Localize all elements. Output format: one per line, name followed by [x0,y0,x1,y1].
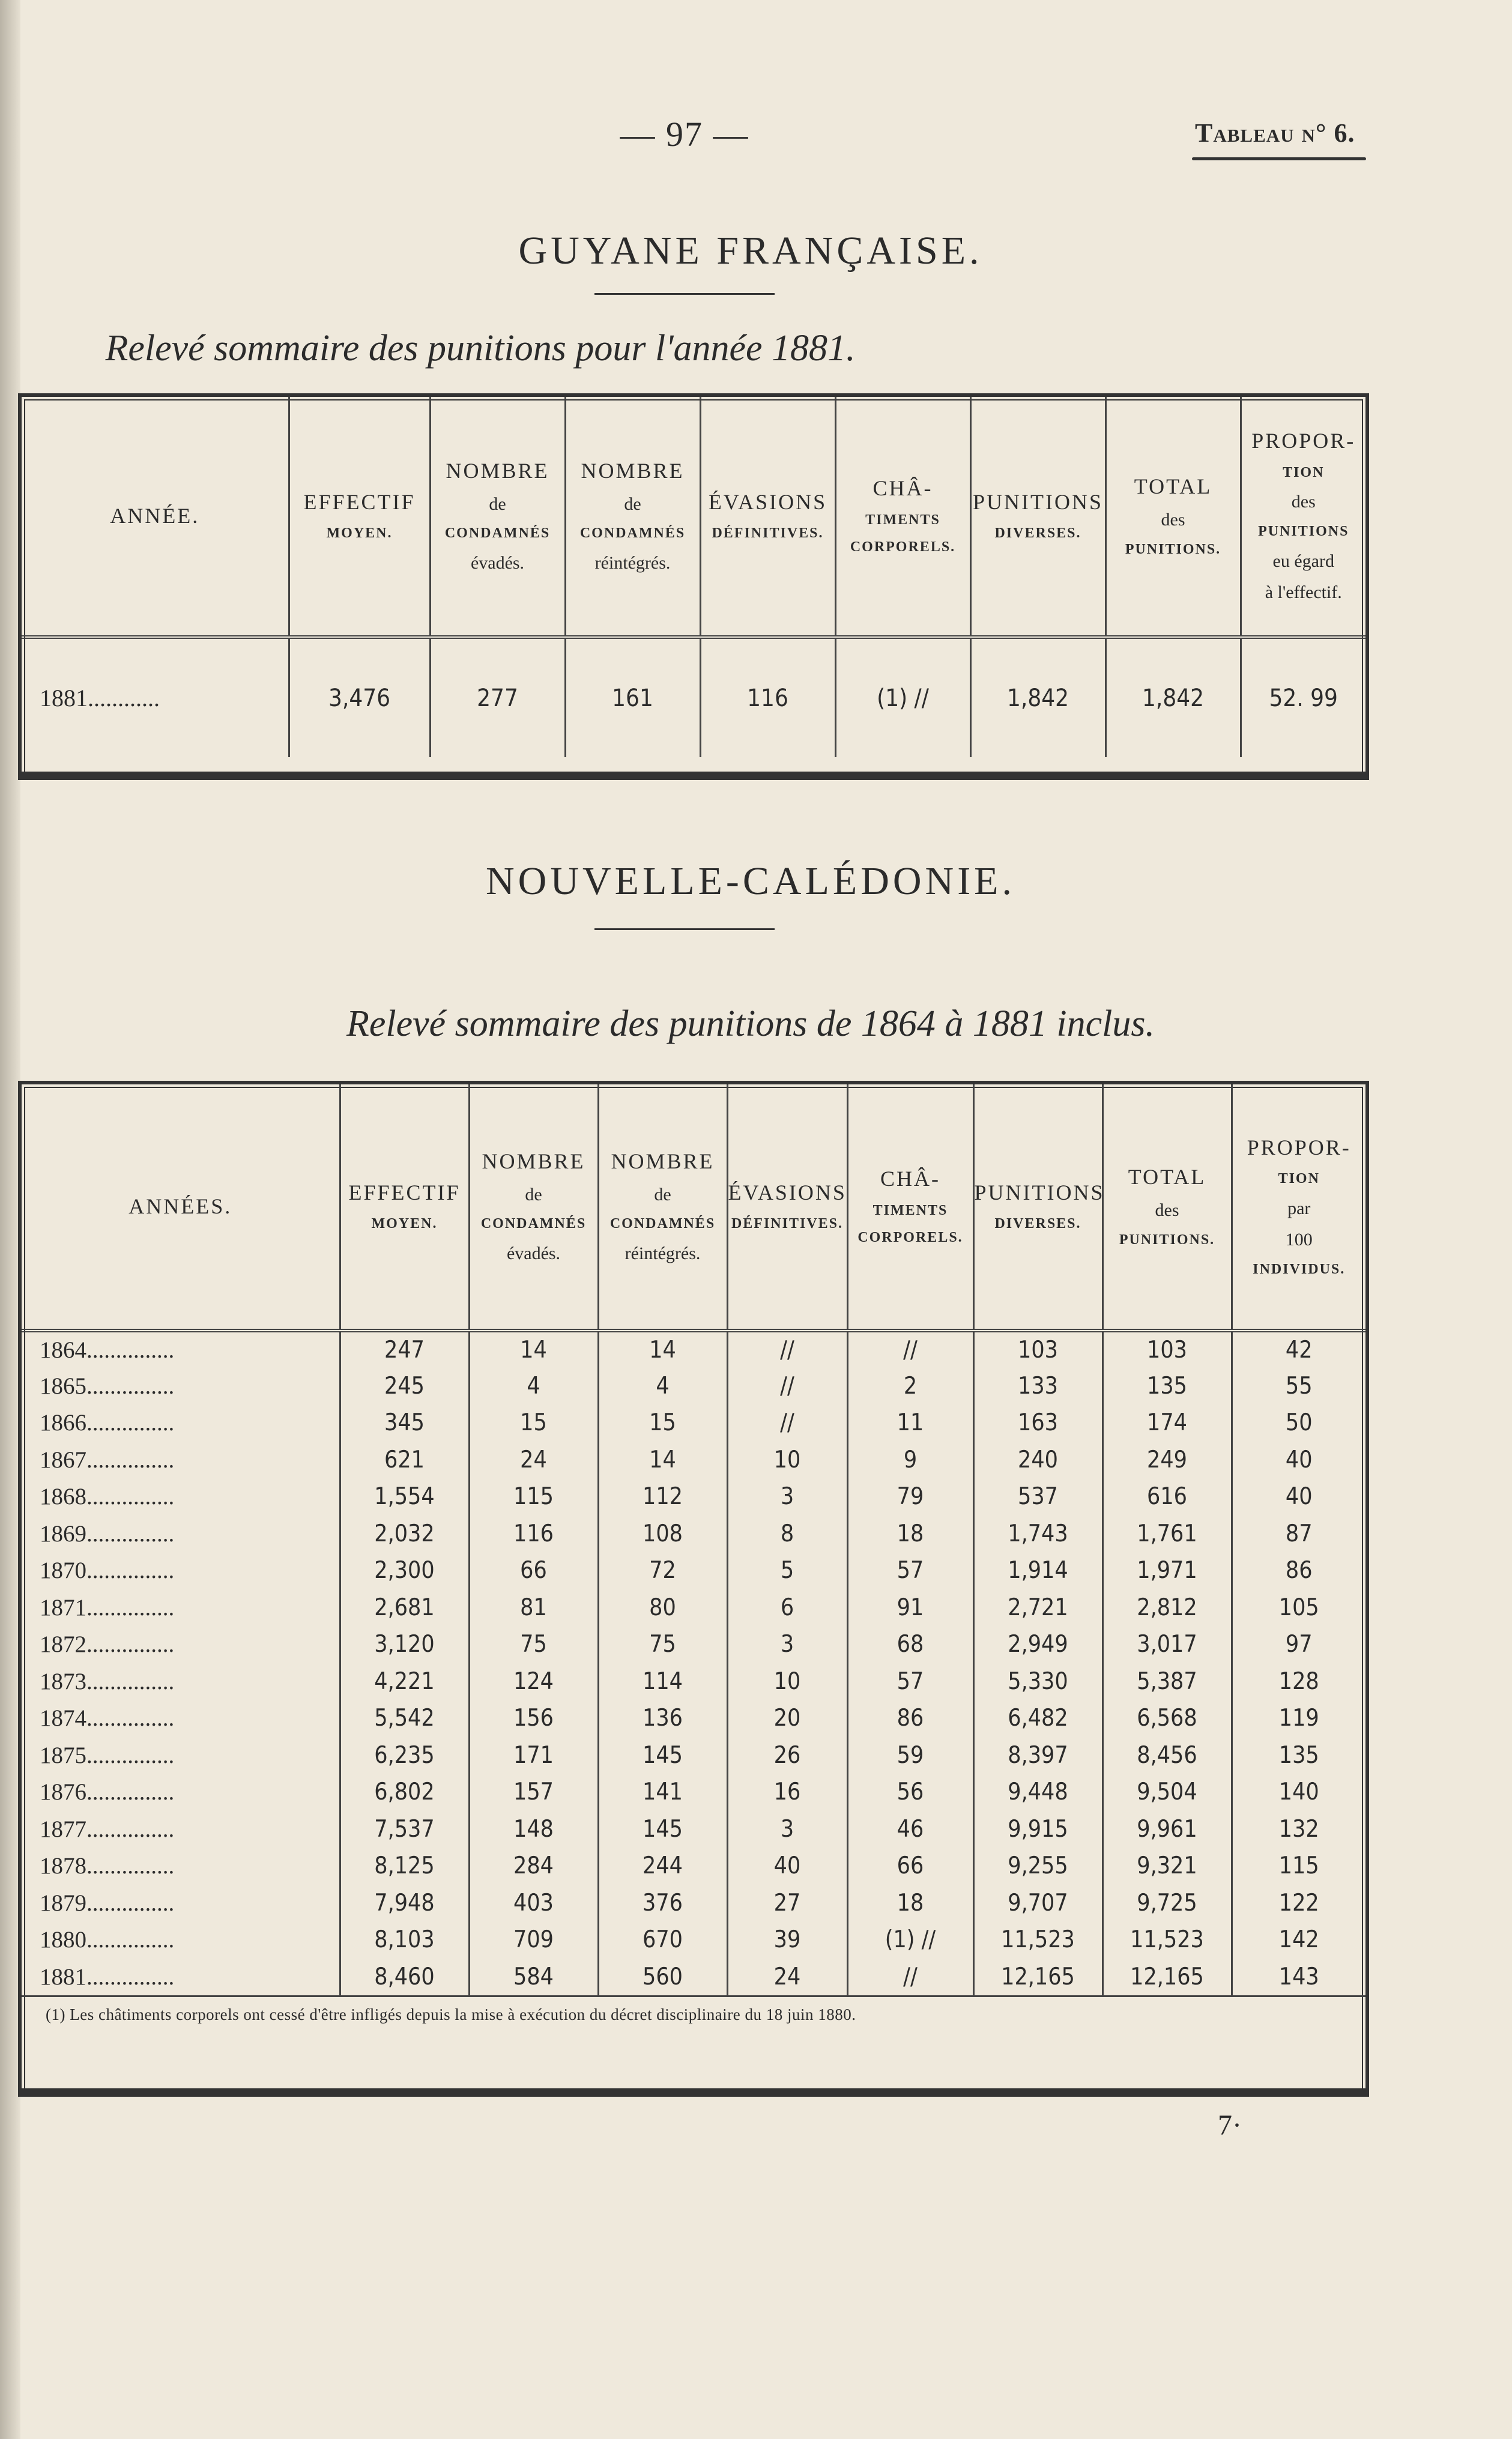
column-header [565,397,700,637]
cell-proportion: 140 [1232,1774,1365,1811]
cell-reintegres: 80 [598,1589,727,1627]
column-header-text: des [1161,510,1185,530]
cell-total: 1,842 [1105,637,1241,757]
cell-evades: 124 [469,1663,598,1700]
cell-punitions: 103 [973,1331,1102,1368]
column-header-text: réintégrés. [624,1243,701,1263]
cell-reintegres: 145 [598,1811,727,1848]
column-header-text: PUNITIONS [972,490,1103,514]
cell-evades: 15 [469,1404,598,1442]
cell-punitions: 1,914 [973,1552,1102,1589]
cell-punitions: 1,842 [970,637,1105,757]
cell-punitions: 9,915 [973,1811,1102,1848]
year-cell: 1876............... [40,1779,175,1806]
column-header-text: CONDAMNÉS [444,525,551,542]
year-cell: 1866............... [40,1410,175,1436]
cell-evasions: 3 [727,1811,847,1848]
cell-proportion: 55 [1232,1368,1365,1405]
year-cell: 1870............... [40,1558,175,1584]
cell-evasions: 10 [727,1442,847,1479]
table-row [22,1404,1365,1442]
cell-punitions: 9,707 [973,1885,1102,1922]
column-header-text: ANNÉES. [129,1194,232,1218]
cell-reintegres: 670 [598,1921,727,1959]
column-header-text: TIMENTS [865,512,940,528]
column-header [700,397,835,637]
cell-evades: 148 [469,1811,598,1848]
tableau-label: Tableau n° 6. [1195,118,1355,148]
cell-evades: 14 [469,1331,598,1368]
column-header [340,1084,469,1331]
column-header-text: NOMBRE [581,458,685,483]
cell-evasions: 3 [727,1478,847,1516]
tableau-underline [1192,157,1366,160]
column-header-text: PUNITIONS [974,1180,1105,1204]
cell-effectif: 3,476 [289,637,430,757]
column-header-text: MOYEN. [371,1216,438,1232]
column-header [835,397,970,637]
cell-effectif: 8,103 [340,1921,469,1959]
cell-effectif: 247 [340,1331,469,1368]
column-header-text: NOMBRE [482,1149,585,1173]
cell-reintegres: 14 [598,1331,727,1368]
cell-proportion: 52. 99 [1241,637,1365,757]
column-header-text: évadés. [470,552,525,573]
column-header-text: de [489,494,506,514]
cell-evasions: 24 [727,1959,847,1996]
column-header-text: PROPOR- [1247,1135,1351,1159]
cell-proportion: 40 [1232,1478,1365,1516]
cell-total: 9,321 [1102,1848,1232,1885]
cell-reintegres: 141 [598,1774,727,1811]
column-header [727,1084,847,1331]
cell-total: 135 [1102,1368,1232,1405]
cell-chatiments: 66 [847,1848,973,1885]
cell-punitions: 1,743 [973,1516,1102,1553]
table-row [22,1737,1365,1774]
cell-evasions: 40 [727,1848,847,1885]
cell-evades: 156 [469,1700,598,1737]
cell-chatiments: 86 [847,1700,973,1737]
cell-evades: 584 [469,1959,598,1996]
section1-table [18,393,1369,779]
cell-effectif: 6,802 [340,1774,469,1811]
column-header-text: CORPORELS. [857,1230,963,1246]
column-header-text: DIVERSES. [994,1216,1081,1232]
column-header-text: DÉFINITIVES. [731,1216,844,1232]
column-header-text: TION [1283,464,1325,480]
cell-chatiments: 18 [847,1885,973,1922]
page-number: — 97 — [620,115,749,154]
cell-chatiments: 68 [847,1626,973,1663]
table-row [22,1663,1365,1700]
cell-effectif: 621 [340,1442,469,1479]
section2-title-rule [594,928,775,930]
table-row [22,1700,1365,1737]
column-header-text: CONDAMNÉS [609,1216,716,1232]
cell-effectif: 2,032 [340,1516,469,1553]
table-row [22,1774,1365,1811]
cell-total: 5,387 [1102,1663,1232,1700]
year-cell: 1881............ [40,685,160,712]
column-header-text: à l'effectif. [1265,582,1342,603]
column-header-text: par [1287,1198,1311,1218]
cell-punitions: 2,721 [973,1589,1102,1627]
column-header-text: PUNITIONS [1258,523,1349,539]
cell-total: 6,568 [1102,1700,1232,1737]
table-row [22,1921,1365,1959]
cell-evades: 171 [469,1737,598,1774]
cell-total: 12,165 [1102,1959,1232,1996]
cell-reintegres: 75 [598,1626,727,1663]
section1-grid [22,397,1365,757]
column-header-text: CONDAMNÉS [579,525,686,542]
cell-total: 174 [1102,1404,1232,1442]
year-cell: 1881............... [40,1963,175,1990]
cell-evades: 81 [469,1589,598,1627]
cell-punitions: 5,330 [973,1663,1102,1700]
column-header-text: des [1291,492,1316,512]
year-cell: 1879............... [40,1890,175,1916]
cell-punitions: 537 [973,1478,1102,1516]
column-header-text: MOYEN. [326,525,393,542]
cell-effectif: 5,542 [340,1700,469,1737]
column-header [1105,397,1241,637]
section1-title-rule [594,293,775,295]
column-header [469,1084,598,1331]
cell-proportion: 42 [1232,1331,1365,1368]
cell-evasions: 26 [727,1737,847,1774]
cell-effectif: 7,948 [340,1885,469,1922]
column-header-text: TIMENTS [872,1202,948,1218]
cell-evades: 116 [469,1516,598,1553]
section2-subtitle: Relevé sommaire des punitions de 1864 à 1881 inclus. [346,1003,1155,1044]
column-header-text: DIVERSES. [994,525,1081,542]
year-cell: 1867............... [40,1446,175,1473]
cell-evasions: 8 [727,1516,847,1553]
cell-reintegres: 14 [598,1442,727,1479]
column-header [1241,397,1365,637]
cell-effectif: 8,460 [340,1959,469,1996]
footnote: (1) Les châtiments corporels ont cessé d'être infligés depuis la mise à exécution du décret disciplinaire du 18 juin 1880. [22,1995,1365,2032]
column-header-text: PROPOR- [1251,429,1356,453]
table-row [22,1589,1365,1627]
cell-punitions: 9,448 [973,1774,1102,1811]
year-cell: 1875............... [40,1742,175,1768]
cell-effectif: 8,125 [340,1848,469,1885]
column-header-text: TION [1278,1171,1320,1187]
table-row [22,1442,1365,1479]
cell-total: 1,971 [1102,1552,1232,1589]
cell-effectif: 345 [340,1404,469,1442]
cell-proportion: 50 [1232,1404,1365,1442]
column-header-text: CHÂ- [872,476,933,501]
cell-punitions: 133 [973,1368,1102,1405]
cell-evasions: 10 [727,1663,847,1700]
cell-total: 8,456 [1102,1737,1232,1774]
column-header-text: NOMBRE [446,458,549,483]
cell-reintegres: 114 [598,1663,727,1700]
column-header-text: CORPORELS. [850,539,956,555]
cell-punitions: 9,255 [973,1848,1102,1885]
cell-reintegres: 15 [598,1404,727,1442]
year-cell: 1877............... [40,1816,175,1842]
cell-effectif: 7,537 [340,1811,469,1848]
column-header-text: des [1155,1200,1179,1221]
cell-proportion: 87 [1232,1516,1365,1553]
column-header [22,1084,340,1331]
cell-evasions: 27 [727,1885,847,1922]
cell-proportion: 142 [1232,1921,1365,1959]
cell-evasions: 6 [727,1589,847,1627]
cell-proportion: 119 [1232,1700,1365,1737]
cell-chatiments: (1) // [835,637,970,757]
column-header-text: EFFECTIF [303,490,416,514]
cell-chatiments: 91 [847,1589,973,1627]
cell-effectif: 6,235 [340,1737,469,1774]
cell-chatiments: 46 [847,1811,973,1848]
cell-proportion: 115 [1232,1848,1365,1885]
cell-chatiments: 9 [847,1442,973,1479]
cell-chatiments: 57 [847,1663,973,1700]
cell-effectif: 245 [340,1368,469,1405]
column-header-text: ÉVASIONS [728,1180,847,1204]
cell-effectif: 3,120 [340,1626,469,1663]
column-header [970,397,1105,637]
cell-proportion: 132 [1232,1811,1365,1848]
cell-reintegres: 376 [598,1885,727,1922]
cell-effectif: 2,300 [340,1552,469,1589]
column-header [289,397,430,637]
cell-punitions: 163 [973,1404,1102,1442]
cell-effectif: 2,681 [340,1589,469,1627]
year-cell: 1865............... [40,1373,175,1399]
cell-proportion: 105 [1232,1589,1365,1627]
column-header [1102,1084,1232,1331]
cell-evades: 157 [469,1774,598,1811]
cell-proportion: 97 [1232,1626,1365,1663]
column-header-text: évadés. [506,1243,561,1263]
year-cell: 1869............... [40,1520,175,1547]
column-header [430,397,565,637]
column-header [1232,1084,1365,1331]
cell-reintegres: 161 [565,637,700,757]
cell-total: 9,961 [1102,1811,1232,1848]
section2-grid [22,1084,1365,1995]
cell-evades: 66 [469,1552,598,1589]
column-header-text: DÉFINITIVES. [712,525,824,542]
table-row [22,1885,1365,1922]
cell-proportion: 122 [1232,1885,1365,1922]
cell-total: 1,761 [1102,1516,1232,1553]
cell-reintegres: 560 [598,1959,727,1996]
cell-chatiments: // [847,1959,973,1996]
section2-table [18,1081,1369,2096]
cell-reintegres: 4 [598,1368,727,1405]
cell-proportion: 86 [1232,1552,1365,1589]
column-header-text: PUNITIONS. [1125,541,1221,557]
cell-total: 11,523 [1102,1921,1232,1959]
table-row [22,1552,1365,1589]
table-row [22,1811,1365,1848]
column-header-text: réintégrés. [594,552,671,573]
cell-total: 103 [1102,1331,1232,1368]
column-header-text: de [624,494,641,514]
table-row [22,637,1365,757]
section2-bottom-rule [18,2088,1369,2097]
cell-total: 9,504 [1102,1774,1232,1811]
column-header-text: TOTAL [1134,474,1212,498]
column-header-text: ANNÉE. [110,503,200,528]
cell-reintegres: 108 [598,1516,727,1553]
section1-bottom-rule [18,772,1369,780]
cell-total: 249 [1102,1442,1232,1479]
cell-reintegres: 244 [598,1848,727,1885]
cell-evasions: 16 [727,1774,847,1811]
signature-mark: 7· [1218,2109,1242,2141]
cell-evasions: 20 [727,1700,847,1737]
cell-chatiments: 59 [847,1737,973,1774]
year-cell: 1868............... [40,1484,175,1510]
cell-reintegres: 136 [598,1700,727,1737]
cell-reintegres: 72 [598,1552,727,1589]
cell-total: 2,812 [1102,1589,1232,1627]
cell-effectif: 4,221 [340,1663,469,1700]
table-row [22,1478,1365,1516]
cell-proportion: 40 [1232,1442,1365,1479]
table-row [22,1368,1365,1405]
cell-chatiments: 79 [847,1478,973,1516]
cell-chatiments: (1) // [847,1921,973,1959]
cell-evasions: 116 [700,637,835,757]
column-header-text: EFFECTIF [348,1180,461,1204]
cell-punitions: 8,397 [973,1737,1102,1774]
column-header [22,397,289,637]
column-header-text: ÉVASIONS [708,490,827,514]
column-header-text: TOTAL [1128,1164,1206,1189]
cell-total: 3,017 [1102,1626,1232,1663]
column-header-text: CHÂ- [880,1167,940,1191]
cell-evades: 115 [469,1478,598,1516]
cell-punitions: 11,523 [973,1921,1102,1959]
table-row [22,1516,1365,1553]
cell-reintegres: 145 [598,1737,727,1774]
table-row [22,1959,1365,1996]
cell-punitions: 6,482 [973,1700,1102,1737]
column-header [973,1084,1105,1331]
column-header [847,1084,973,1331]
year-cell: 1871............... [40,1594,175,1621]
cell-punitions: 2,949 [973,1626,1102,1663]
cell-evades: 403 [469,1885,598,1922]
column-header-text: de [525,1184,542,1204]
year-cell: 1880............... [40,1927,175,1953]
table-row [22,1331,1365,1368]
table-row [22,1848,1365,1885]
column-header-text: NOMBRE [611,1149,715,1173]
section2-title: NOUVELLE-CALÉDONIE. [486,859,1015,903]
column-header-text: CONDAMNÉS [480,1216,587,1232]
cell-chatiments: 18 [847,1516,973,1553]
cell-evasions: // [727,1368,847,1405]
cell-proportion: 128 [1232,1663,1365,1700]
cell-evasions: 3 [727,1626,847,1663]
column-header [598,1084,727,1331]
year-cell: 1872............... [40,1631,175,1658]
cell-effectif: 1,554 [340,1478,469,1516]
section1-title: GUYANE FRANÇAISE. [518,229,983,273]
cell-evades: 4 [469,1368,598,1405]
year-cell: 1874............... [40,1705,175,1732]
cell-evasions: // [727,1331,847,1368]
column-header-text: INDIVIDUS. [1253,1261,1346,1277]
cell-proportion: 143 [1232,1959,1365,1996]
cell-chatiments: 2 [847,1368,973,1405]
cell-total: 616 [1102,1478,1232,1516]
cell-evades: 277 [430,637,565,757]
cell-evasions: 5 [727,1552,847,1589]
cell-total: 9,725 [1102,1885,1232,1922]
cell-evasions: // [727,1404,847,1442]
column-header-text: PUNITIONS. [1119,1232,1215,1248]
column-header-text: de [654,1184,671,1204]
cell-reintegres: 112 [598,1478,727,1516]
cell-chatiments: // [847,1331,973,1368]
cell-evades: 24 [469,1442,598,1479]
cell-evasions: 39 [727,1921,847,1959]
column-header-text: eu égard [1272,551,1334,571]
year-cell: 1864............... [40,1337,175,1363]
section1-subtitle: Relevé sommaire des punitions pour l'année 1881. [105,328,856,369]
cell-punitions: 12,165 [973,1959,1102,1996]
column-header-text: 100 [1285,1230,1313,1250]
cell-chatiments: 57 [847,1552,973,1589]
table-row [22,1626,1365,1663]
year-cell: 1873............... [40,1668,175,1694]
cell-chatiments: 11 [847,1404,973,1442]
cell-evades: 75 [469,1626,598,1663]
cell-evades: 284 [469,1848,598,1885]
cell-chatiments: 56 [847,1774,973,1811]
year-cell: 1878............... [40,1853,175,1879]
cell-proportion: 135 [1232,1737,1365,1774]
cell-evades: 709 [469,1921,598,1959]
cell-punitions: 240 [973,1442,1102,1479]
